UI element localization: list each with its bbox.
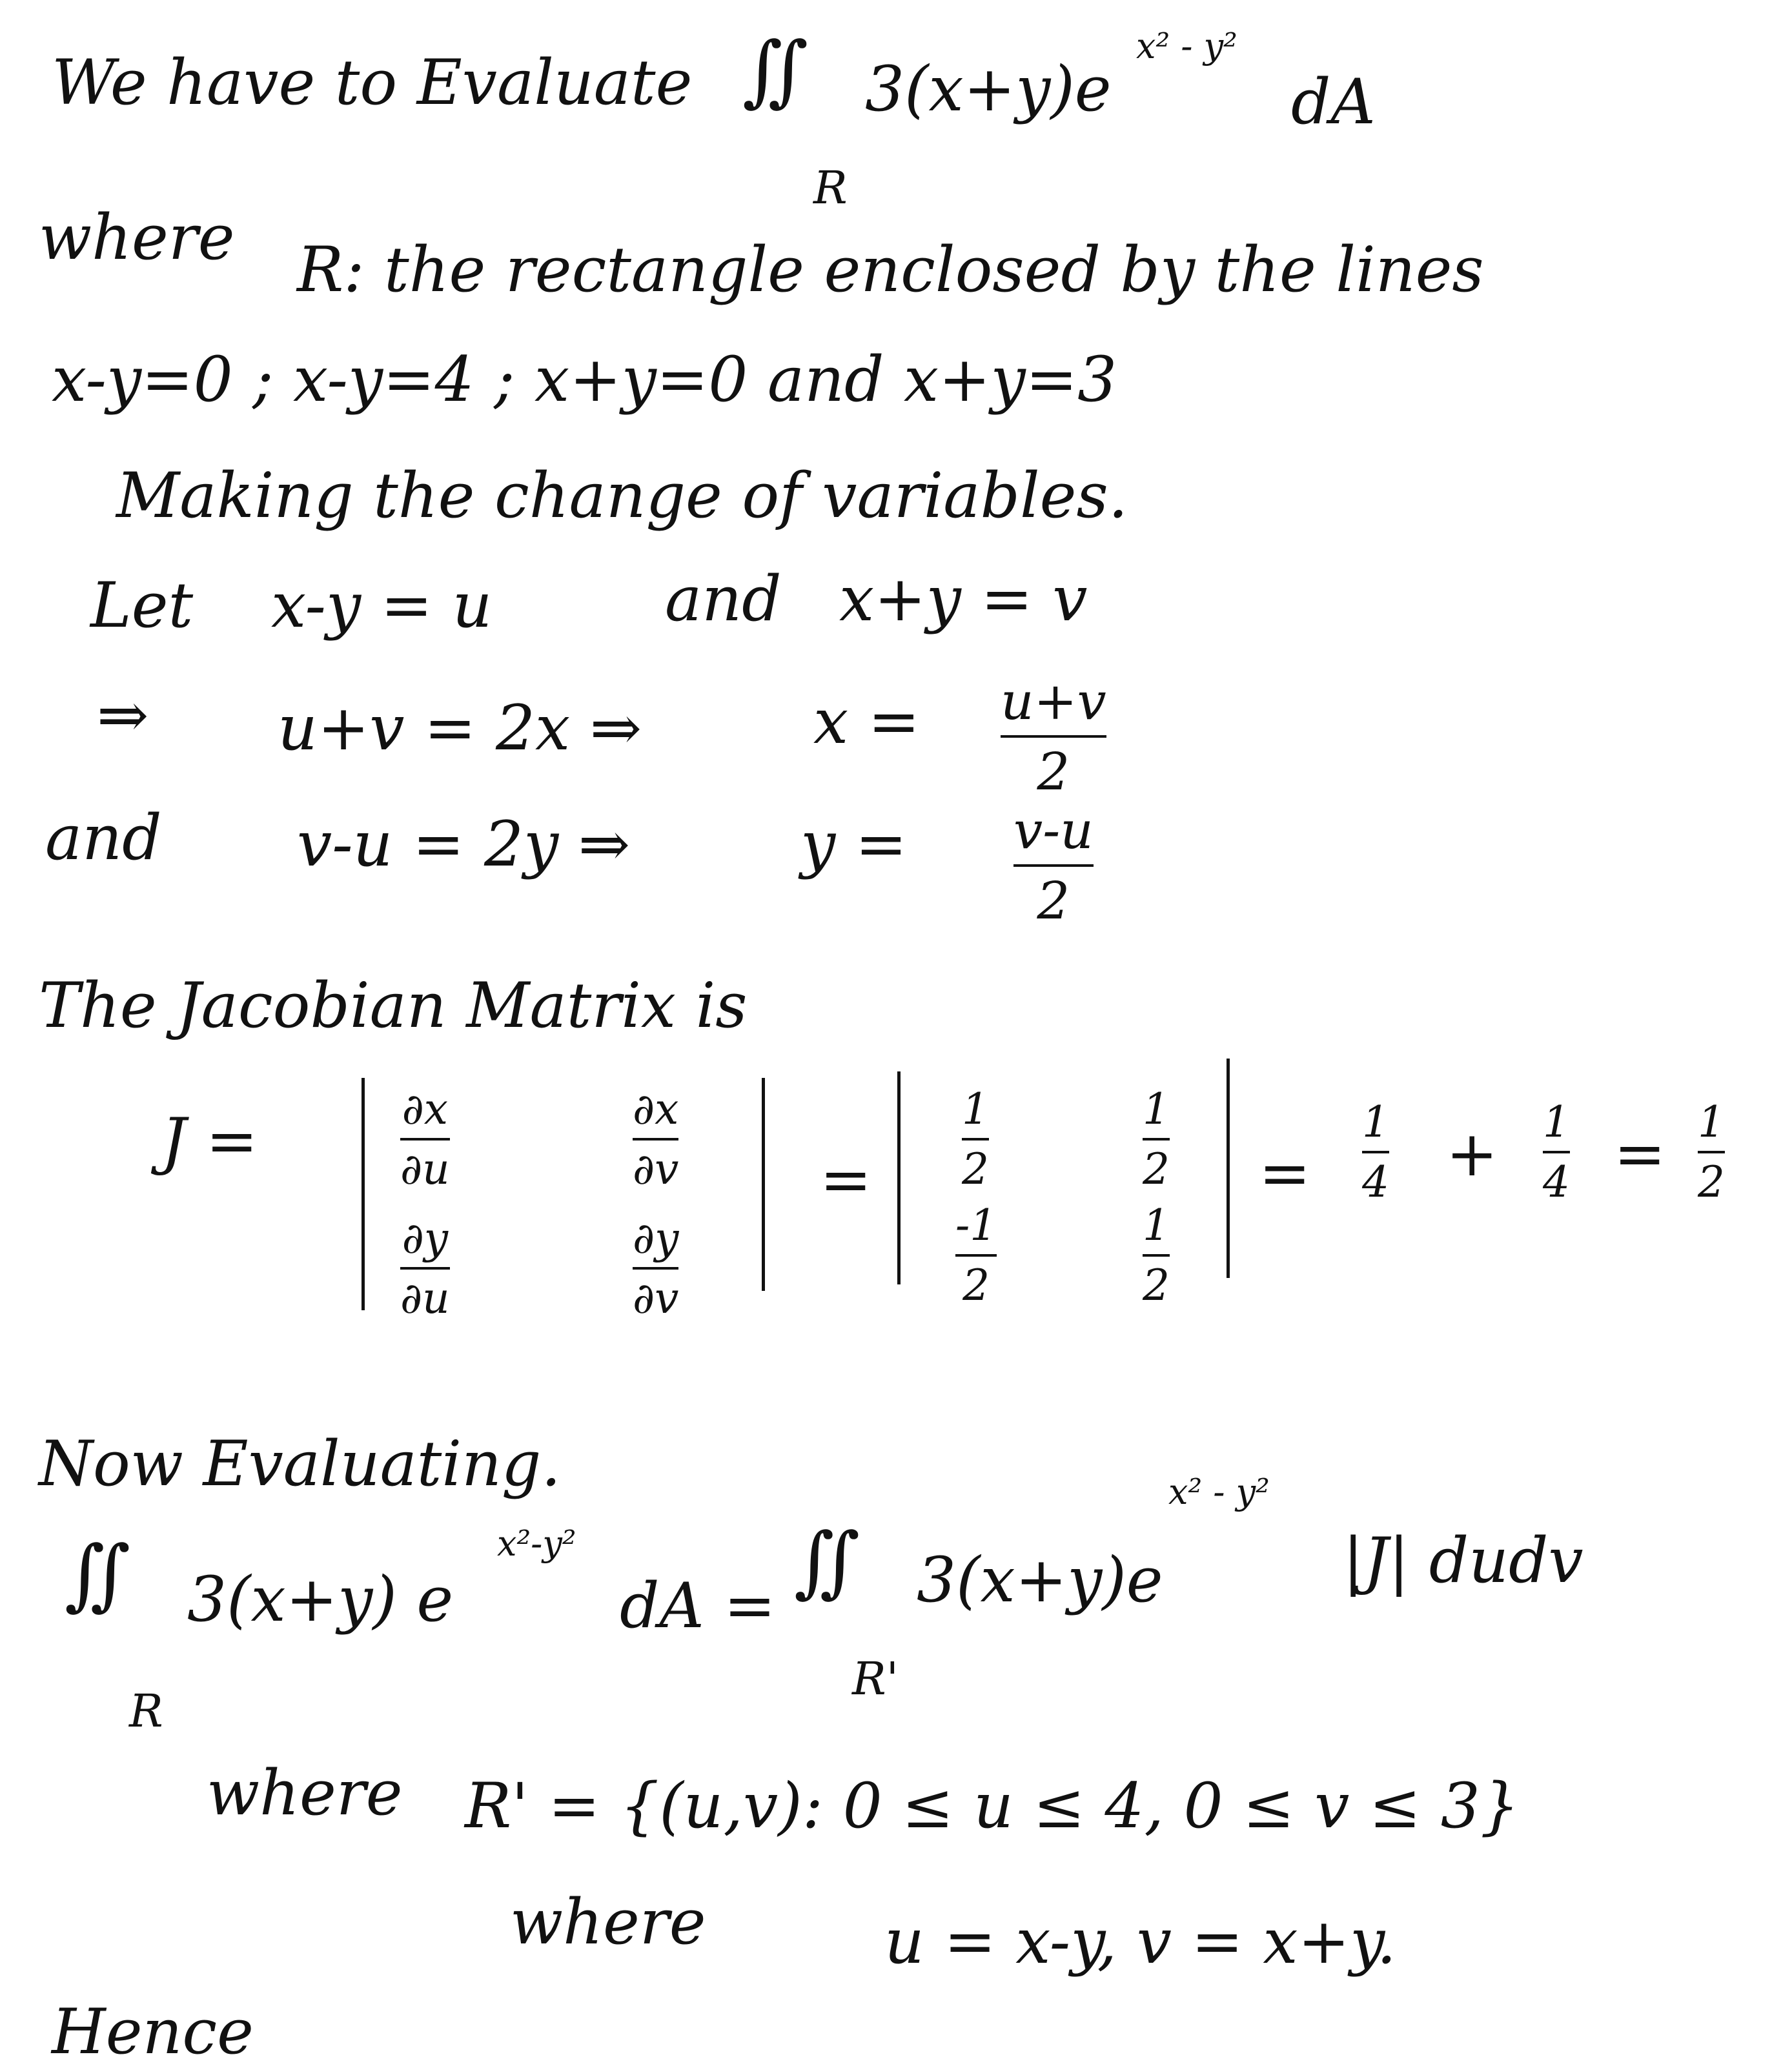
deriv2-denominator: 2 xyxy=(1037,871,1070,931)
value-21-num: -1 xyxy=(955,1201,997,1250)
value-11 xyxy=(962,1084,989,1194)
deriv1-fraction xyxy=(1001,671,1106,802)
value-12-den: 2 xyxy=(1143,1144,1170,1194)
value-22-num: 1 xyxy=(1143,1201,1170,1250)
let-and: and xyxy=(665,563,782,635)
value-22 xyxy=(1143,1201,1170,1310)
result-quarter-2-num: 1 xyxy=(1543,1097,1570,1147)
fraction-bar xyxy=(1143,1138,1170,1140)
result-quarter-2 xyxy=(1543,1097,1570,1207)
uv-where-label: where xyxy=(510,1886,706,1958)
jacobian-eq1: = xyxy=(820,1144,872,1216)
uv-definition: u = x-y, v = x+y. xyxy=(884,1905,1396,1978)
partial-xv-num: ∂x xyxy=(633,1084,679,1134)
fraction-bar xyxy=(633,1138,678,1140)
fraction-bar xyxy=(955,1254,997,1257)
rprime-where-label: where xyxy=(207,1757,403,1829)
jacobian-eq2: = xyxy=(1259,1137,1311,1210)
let-label: Let xyxy=(90,569,194,642)
value-12-num: 1 xyxy=(1143,1084,1170,1134)
value-12 xyxy=(1143,1084,1170,1194)
now-evaluating: Now Evaluating. xyxy=(39,1428,561,1500)
determinant-bar-right-2 xyxy=(1227,1059,1230,1278)
partial-yu-den: ∂u xyxy=(400,1273,450,1323)
implies-arrow: ⇒ xyxy=(97,679,149,751)
transform-rhs-integrand: 3(x+y)e xyxy=(917,1544,1163,1616)
fraction-bar xyxy=(1543,1151,1570,1153)
value-22-den: 2 xyxy=(1143,1261,1170,1310)
partial-yu xyxy=(400,1213,450,1323)
partial-xu-den: ∂u xyxy=(400,1144,450,1194)
jacobian-eq3: = xyxy=(1614,1118,1666,1190)
region-description: R: the rectangle enclosed by the lines xyxy=(297,234,1484,306)
result-quarter-2-den: 4 xyxy=(1543,1157,1570,1207)
jacobian-plus: + xyxy=(1446,1118,1498,1190)
value-11-den: 2 xyxy=(962,1144,989,1194)
fraction-bar xyxy=(1362,1151,1389,1153)
partial-xv-den: ∂v xyxy=(633,1144,679,1194)
partial-xv xyxy=(633,1084,678,1194)
transform-lhs-integrand: 3(x+y) e xyxy=(187,1563,454,1636)
intro-da: dA xyxy=(1291,66,1376,138)
double-integral-symbol-lhs: ∬ xyxy=(65,1530,131,1619)
cut-off-text: Hence xyxy=(52,1996,254,2068)
fraction-bar xyxy=(1143,1254,1170,1257)
transform-lhs-exp: x²-y² xyxy=(497,1523,576,1564)
transform-lhs-region: R xyxy=(129,1685,163,1738)
let-eq-u: x-y = u xyxy=(271,569,493,642)
result-half-num: 1 xyxy=(1698,1097,1725,1147)
deriv2-eq: v-u = 2y ⇒ xyxy=(297,808,631,880)
intro-region: R xyxy=(813,161,848,214)
jacobian-heading: The Jacobian Matrix is xyxy=(39,969,748,1042)
deriv1-lhs: x = xyxy=(813,685,921,758)
result-half xyxy=(1698,1097,1725,1207)
fraction-bar xyxy=(633,1267,678,1270)
determinant-bar-left xyxy=(361,1078,365,1310)
deriv2-label: and xyxy=(45,802,162,874)
determinant-bar-left-2 xyxy=(897,1071,901,1284)
fraction-bar xyxy=(1001,735,1106,738)
result-quarter-1 xyxy=(1362,1097,1389,1207)
deriv2-numerator: v-u xyxy=(1013,800,1094,860)
double-integral-symbol: ∬ xyxy=(742,26,809,116)
intro-exponent: x² - y² xyxy=(1136,26,1237,66)
change-of-variables-heading: Making the change of variables. xyxy=(116,460,1128,532)
deriv1-denominator: 2 xyxy=(1037,742,1070,802)
fraction-bar xyxy=(400,1138,450,1140)
determinant-bar-right xyxy=(762,1078,765,1291)
rprime-definition: R' = {(u,v): 0 ≤ u ≤ 4, 0 ≤ v ≤ 3} xyxy=(465,1770,1520,1842)
value-21-den: 2 xyxy=(962,1261,990,1310)
result-half-den: 2 xyxy=(1698,1157,1725,1207)
partial-yu-num: ∂y xyxy=(402,1213,449,1263)
deriv2-fraction xyxy=(1013,800,1094,931)
fraction-bar xyxy=(1698,1151,1725,1153)
fraction-bar xyxy=(400,1267,450,1270)
result-quarter-1-den: 4 xyxy=(1362,1157,1389,1207)
fraction-bar xyxy=(1013,864,1094,867)
partial-xu xyxy=(400,1084,450,1194)
transform-rhs-tail: |J| dudv xyxy=(1343,1525,1583,1597)
double-integral-symbol-rhs: ∬ xyxy=(794,1517,860,1607)
deriv1-numerator: u+v xyxy=(1001,671,1106,731)
transform-rhs-region: R' xyxy=(852,1652,899,1705)
deriv1-eq: u+v = 2x ⇒ xyxy=(278,692,642,764)
fraction-bar xyxy=(962,1138,989,1140)
transform-rhs-exp: x² - y² xyxy=(1168,1472,1270,1512)
intro-prefix: We have to Evaluate xyxy=(52,46,693,119)
partial-yv xyxy=(633,1213,678,1323)
partial-xu-num: ∂x xyxy=(402,1084,448,1134)
value-21 xyxy=(955,1201,997,1310)
partial-yv-num: ∂y xyxy=(633,1213,679,1263)
partial-yv-den: ∂v xyxy=(633,1273,679,1323)
transform-lhs-da: dA = xyxy=(620,1570,776,1642)
intro-integrand: 3(x+y)e xyxy=(865,53,1112,125)
value-11-num: 1 xyxy=(962,1084,989,1134)
where-label: where xyxy=(39,201,235,274)
deriv2-lhs: y = xyxy=(800,808,908,880)
let-eq-v: x+y = v xyxy=(839,563,1088,635)
line-equations: x-y=0 ; x-y=4 ; x+y=0 and x+y=3 xyxy=(52,343,1117,416)
jacobian-lhs: J = xyxy=(161,1105,258,1177)
result-quarter-1-num: 1 xyxy=(1362,1097,1389,1147)
